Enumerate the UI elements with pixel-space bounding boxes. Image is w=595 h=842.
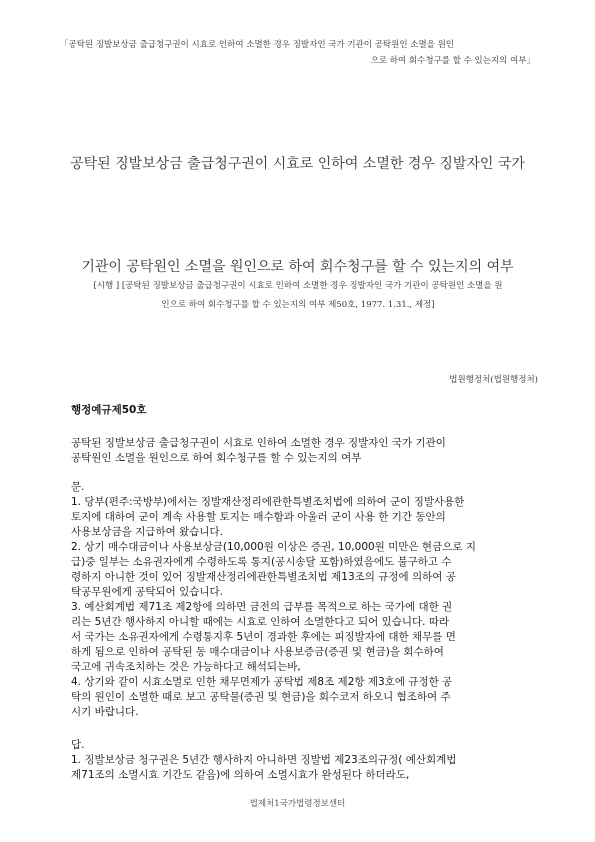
subject-line: 공탁된 징발보상금 출급청구권이 시효로 인하여 소멸한 경우 징발자인 국가 기관이 <box>71 437 446 449</box>
question-line: 3. 예산회계법 제71조 제2항에 의하면 금전의 급부를 목적으로 하는 국가에 대한 권 <box>71 601 453 613</box>
question-line: 국고에 귀속조치하는 것은 가능하다고 해석되는바, <box>71 661 301 673</box>
question-line: 사용보상금을 지급하여 왔습니다. <box>71 526 224 538</box>
question-line: 4. 상기와 같이 시효소멸로 인한 채무면제가 공탁법 제8조 제2항 제3호에 규정한 공 <box>71 676 453 688</box>
answer-label: 답. <box>71 739 85 751</box>
document-title-line-1: 공탁된 징발보상금 출급청구권이 시효로 인하여 소멸한 경우 징발자인 국가 <box>70 156 525 172</box>
question-line: 하게 됨으로 인하여 공탁된 동 매수대금이나 사용보증금(증권 및 현금)을 회수하여 <box>71 646 444 658</box>
question-line: 령하지 아니한 것이 있어 징발재산정리에관한특별조치법 제13조의 규정에 의하여 공 <box>71 571 456 583</box>
answer-line: 1. 징발보상금 청구권은 5년간 행사하지 아니하면 징발법 제23조의규정( 예산회계법 <box>71 754 457 766</box>
question-label: 문. <box>71 481 85 493</box>
page-footer: 법제처1국가법령정보센터 <box>249 799 346 809</box>
enactment-info-line-2: 인으로 하여 회수청구를 할 수 있는지의 여부 제50호, 1977. 1.31., 제정] <box>161 300 435 310</box>
rule-number: 행정예규제50호 <box>71 404 147 416</box>
enactment-info-line-1: [시행 ] [공탁된 징발보상금 출급청구권이 시효로 인하여 소멸한 경우 징발자인 국가 기관이 공탁원인 소멸을 원 <box>93 281 503 291</box>
question-line: 탁공무원에게 공탁되어 있습니다. <box>71 586 224 598</box>
running-header-line-1: 「공탁된 징발보상금 출급청구권이 시효로 인하여 소멸한 경우 징발자인 국가 기관이 공탁원인 소멸을 원인 <box>60 40 454 50</box>
question-line: 리는 5년간 행사하지 아니할 때에는 시효로 인하여 소멸한다고 되어 있습니다. 따라 <box>71 616 450 628</box>
question-line: 급)중 일부는 소유권자에게 수령하도록 통지(공시송달 포함)하였음에도 불구하고 수 <box>71 556 452 568</box>
enactment-info <box>58 277 538 315</box>
subject-block <box>71 436 531 466</box>
question-block <box>71 495 531 720</box>
running-header-line-2: 으로 하여 회수청구를 할 수 있는지의 여부」 <box>370 56 535 66</box>
question-line: 탁의 원인이 소멸한 때로 보고 공탁물(증권 및 현금)을 회수코저 하오니 협조하여 주 <box>71 691 451 703</box>
subject-line: 공탁원인 소멸을 원인으로 하여 회수청구를 할 수 있는지의 여부 <box>71 452 362 464</box>
question-line: 토지에 대하여 군이 계속 사용할 토지는 매수함과 아울러 군이 사용 한 기간 동안의 <box>71 511 446 523</box>
answer-block <box>71 753 531 783</box>
question-line: 2. 상기 매수대금이나 사용보상금(10,000원 이상은 증권, 10,000원 미만은 현금으로 지 <box>71 541 476 553</box>
answer-line: 제71조의 소멸시효 기간도 같음)에 의하여 소멸시효가 완성된다 하더라도, <box>71 769 410 781</box>
document-body <box>71 403 531 783</box>
question-line: 서 국가는 소유권자에게 수령통지후 5년이 경과한 후에는 피징발자에 대한 채무를 면 <box>71 631 456 643</box>
question-line: 시기 바랍니다. <box>71 706 139 718</box>
question-line: 1. 당부(편주:국방부)에서는 징발재산정리에관한특별조치법에 의하여 군이 징발사용한 <box>71 496 465 508</box>
document-title-line-2: 기관이 공탁원인 소멸을 원인으로 하여 회수청구를 할 수 있는지의 여부 <box>81 259 514 275</box>
issuing-organization: 법원행정처(법원행정처) <box>449 375 538 385</box>
